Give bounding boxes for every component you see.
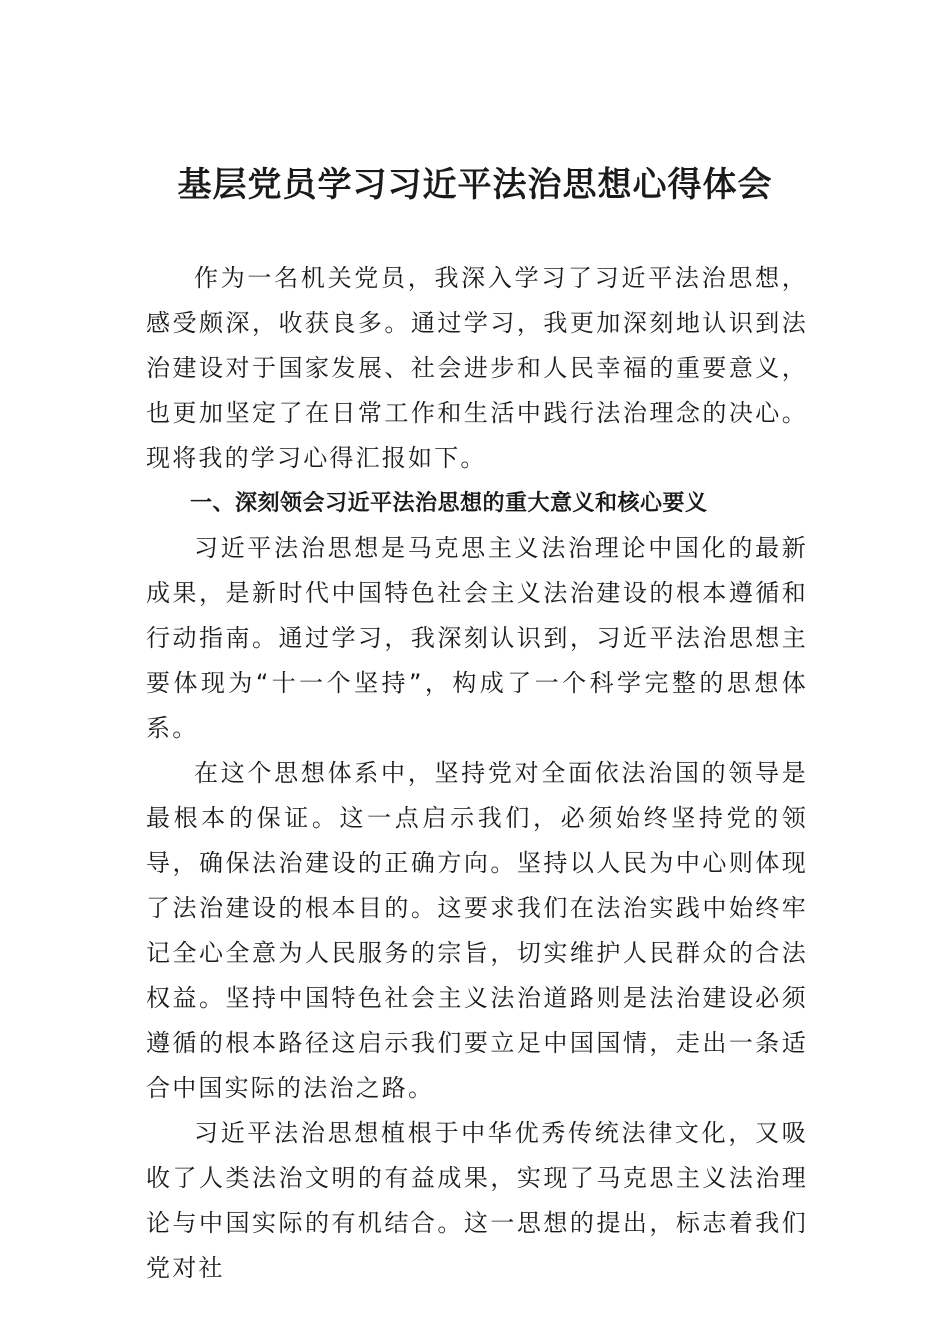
document-title: 基层党员学习习近平法治思想心得体会 [177, 165, 773, 205]
body-paragraph-1: 习近平法治思想是马克思主义法治理论中国化的最新成果，是新时代中国特色社会主义法治建设的根本遵循和行动指南。通过学习，我深刻认识到，习近平法治思想主要体现为“十一个坚持”，构成了一个科学完整的思想体系。 [146, 534, 808, 742]
intro-paragraph: 作为一名机关党员，我深入学习了习近平法治思想，感受颇深，收获良多。通过学习，我更加深刻地认识到法治建设对于国家发展、社会进步和人民幸福的重要意义，也更加坚定了在日常工作和生活中践行法治理念的决心。现将我的学习心得汇报如下。 [146, 264, 808, 472]
document-body [146, 256, 808, 1291]
section-heading: 一、深刻领会习近平法治思想的重大意义和核心要义 [190, 491, 708, 516]
body-paragraph-3: 习近平法治思想植根于中华优秀传统法律文化，又吸收了人类法治文明的有益成果，实现了马克思主义法治理论与中国实际的有机结合。这一思想的提出，标志着我们党对社 [146, 1119, 808, 1282]
body-paragraph-2: 在这个思想体系中，坚持党对全面依法治国的领导是最根本的保证。这一点启示我们，必须始终坚持党的领导，确保法治建设的正确方向。坚持以人民为中心则体现了法治建设的根本目的。这要求我们在法治实践中始终牢记全心全意为人民服务的宗旨，切实维护人民群众的合法权益。坚持中国特色社会主义法治道路则是法治建设必须遵循的根本路径这启示我们要立足中国国情，走出一条适合中国实际的法治之路。 [146, 759, 808, 1102]
